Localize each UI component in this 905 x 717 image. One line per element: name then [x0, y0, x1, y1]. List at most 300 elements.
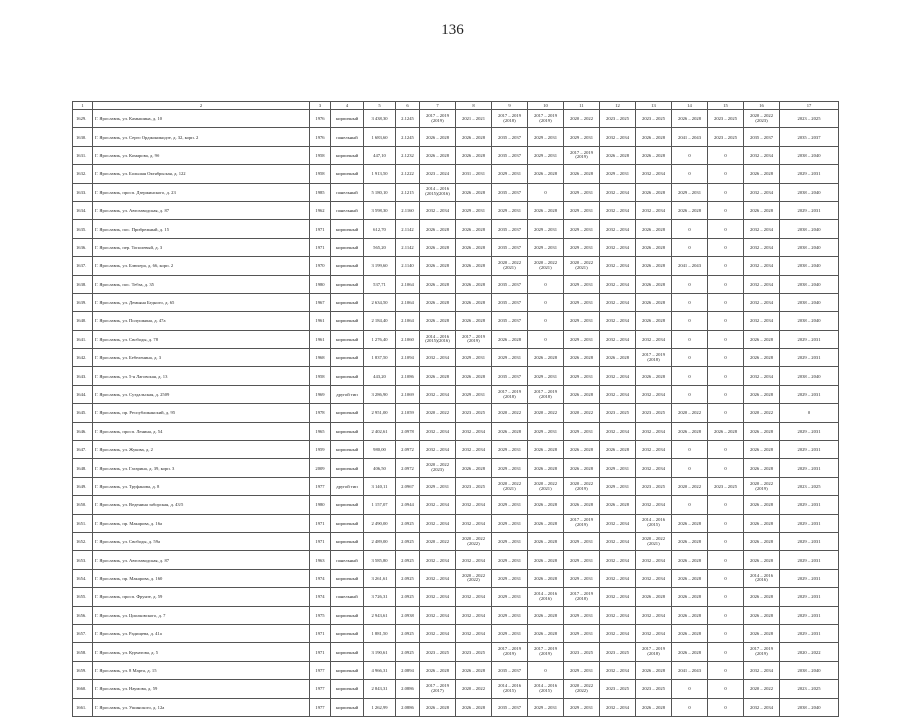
table-cell: 2026 – 2028	[600, 146, 636, 164]
table-cell: 0	[708, 606, 744, 624]
table-cell: 2032 – 2034	[600, 661, 636, 679]
table-cell: 2026 – 2028	[456, 698, 492, 716]
table-cell: 2.1059	[396, 404, 420, 422]
table-cell: 2.1086	[396, 367, 420, 385]
table-cell: 2035 – 2037	[492, 367, 528, 385]
table-cell: 2023 – 2025	[708, 128, 744, 146]
table-cell: 0	[708, 146, 744, 164]
address-cell: Г. Ярославль, ул. Суздальская, д. 2509	[93, 385, 310, 403]
table-cell: 2026 – 2028	[600, 349, 636, 367]
table-cell: 2029 – 2031	[780, 551, 839, 569]
table-cell: кирпичный	[331, 459, 364, 477]
table-cell: 2032 – 2034	[744, 220, 780, 238]
table-cell: 2032 – 2034	[636, 165, 672, 183]
address-cell: Г. Ярославль, ул. Гагарина, д. 39, корп. 3	[93, 459, 310, 477]
table-cell: 1969	[310, 385, 331, 403]
header-cell: 9	[492, 102, 528, 110]
table-cell: 2026 – 2028	[744, 441, 780, 459]
table-cell: 0	[708, 385, 744, 403]
table-cell: 1970	[310, 257, 331, 275]
table-cell: 2 951,00	[364, 404, 396, 422]
table-cell: 2026 – 2028	[420, 128, 456, 146]
table-cell: 2023 – 2024	[420, 165, 456, 183]
table-row	[73, 680, 839, 698]
table-cell: 2.0925	[396, 514, 420, 532]
table-cell: 2029 – 2031	[564, 275, 600, 293]
table-cell: 2020 – 2022 (2021)	[636, 532, 672, 550]
table-cell: кирпичный	[331, 367, 364, 385]
table-cell: 2020 – 2022 (2021)	[528, 477, 564, 495]
table-cell: 2035 – 2037	[492, 312, 528, 330]
table-cell: другой тип	[331, 385, 364, 403]
table-cell: 2026 – 2028	[744, 606, 780, 624]
table-cell: 2029 – 2031	[492, 606, 528, 624]
table-cell: 2026 – 2028	[636, 312, 672, 330]
table-cell: 2020 – 2022 (2023)	[744, 110, 780, 128]
table-cell: 2026 – 2028	[636, 183, 672, 201]
table-cell: 2032 – 2034	[600, 330, 636, 348]
table-cell: 2026 – 2028	[528, 441, 564, 459]
table-row	[73, 275, 839, 293]
table-cell: 2029 – 2031	[492, 201, 528, 219]
table-cell: 2014 – 2016 (2015)	[528, 680, 564, 698]
table-cell: 2020 – 2022 (2021)	[492, 477, 528, 495]
address-cell: Г. Ярославль, ул. Демьяна Бедного, д. 65	[93, 293, 310, 311]
table-cell: 2026 – 2028	[744, 496, 780, 514]
table-cell: 2023 – 2025	[636, 110, 672, 128]
table-cell: 2032 – 2034	[600, 551, 636, 569]
table-cell: 2029 – 2031	[492, 349, 528, 367]
table-cell: 2.0925	[396, 643, 420, 661]
table-cell: 2026 – 2028	[636, 146, 672, 164]
table-cell: 1958	[310, 367, 331, 385]
address-cell: Г. Ярославль, ул. Комарова, д. 9б	[93, 146, 310, 164]
table-cell: 2.0925	[396, 569, 420, 587]
row-number-cell: 1647.	[73, 441, 93, 459]
table-cell: 2041 – 2043	[672, 661, 708, 679]
table-cell: 2023 – 2025	[600, 110, 636, 128]
table-cell: 1974	[310, 569, 331, 587]
table-cell: кирпичный	[331, 330, 364, 348]
table-cell: 2026 – 2028	[456, 459, 492, 477]
table-cell: 1971	[310, 624, 331, 642]
table-cell: 2032 – 2034	[744, 146, 780, 164]
table-cell: кирпичный	[331, 514, 364, 532]
table-cell: 2026 – 2028	[744, 588, 780, 606]
table-cell: 0	[708, 257, 744, 275]
table-cell: 2029 – 2031	[564, 606, 600, 624]
table-cell: 0	[672, 385, 708, 403]
table-body	[73, 102, 839, 717]
table-cell: 0	[708, 201, 744, 219]
table-cell: 2032 – 2034	[456, 422, 492, 440]
table-cell: 2.1142	[396, 238, 420, 256]
header-cell: 5	[364, 102, 396, 110]
table-cell: 2032 – 2034	[456, 588, 492, 606]
address-cell: Г. Ярославль, пр. Макарова, д. 16а	[93, 514, 310, 532]
table-cell: 2032 – 2034	[456, 551, 492, 569]
table-cell: 2026 – 2028	[636, 238, 672, 256]
table-cell: 2026 – 2028	[420, 312, 456, 330]
table-cell: панельный	[331, 183, 364, 201]
page-number: 136	[441, 22, 464, 38]
table-cell: 5 180,10	[364, 183, 396, 201]
table-cell: 2.0972	[396, 459, 420, 477]
table-cell: 0	[528, 312, 564, 330]
table-cell: 2032 – 2034	[636, 385, 672, 403]
table-cell: 2023 – 2025	[420, 643, 456, 661]
table-cell: 2032 – 2034	[744, 293, 780, 311]
row-number-cell: 1631.	[73, 146, 93, 164]
table-cell: 2035 – 2037	[744, 128, 780, 146]
table-cell: 2.0925	[396, 588, 420, 606]
table-cell: 2032 – 2034	[600, 238, 636, 256]
table-cell: 2023 – 2025	[780, 110, 839, 128]
table-cell: кирпичный	[331, 698, 364, 716]
table-cell: 1961	[310, 330, 331, 348]
address-cell: Г. Ярославль, пер. Тополевый, д. 3	[93, 238, 310, 256]
table-cell: 2032 – 2034	[744, 367, 780, 385]
table-cell: 2038 – 2040	[780, 275, 839, 293]
table-cell: 2026 – 2028	[636, 257, 672, 275]
table-cell: 2029 – 2031	[564, 624, 600, 642]
table-cell: 2029 – 2031	[528, 220, 564, 238]
header-row	[73, 102, 839, 110]
table-row	[73, 349, 839, 367]
table-cell: 0	[708, 165, 744, 183]
table-cell: 2.0894	[396, 661, 420, 679]
table-cell: другой тип	[331, 477, 364, 495]
table-cell: 2023 – 2025	[780, 477, 839, 495]
table-row	[73, 128, 839, 146]
table-cell: 2026 – 2028	[456, 128, 492, 146]
table-cell: 2029 – 2031	[780, 422, 839, 440]
table-cell: 2032 – 2034	[420, 624, 456, 642]
table-cell: 2032 – 2034	[420, 496, 456, 514]
table-cell: 1975	[310, 606, 331, 624]
table-cell: 0	[708, 238, 744, 256]
table-cell: 2029 – 2031	[780, 165, 839, 183]
table-cell: 2032 – 2034	[600, 201, 636, 219]
table-cell: 2032 – 2034	[420, 569, 456, 587]
table-cell: 1958	[310, 165, 331, 183]
table-cell: 1977	[310, 680, 331, 698]
table-cell: 2020 – 2022	[744, 680, 780, 698]
table-cell: 2023 – 2025	[456, 477, 492, 495]
table-cell: 2020 – 2022	[420, 404, 456, 422]
table-cell: 2032 – 2034	[600, 293, 636, 311]
table-cell: 1985	[310, 183, 331, 201]
table-cell: 2029 – 2031	[564, 422, 600, 440]
row-number-cell: 1653.	[73, 551, 93, 569]
row-number-cell: 1651.	[73, 514, 93, 532]
table-cell: 2026 – 2028	[672, 624, 708, 642]
table-cell: 2 402,61	[364, 422, 396, 440]
row-number-cell: 1637.	[73, 257, 93, 275]
table-cell: 2029 – 2031	[564, 661, 600, 679]
table-cell: 2032 – 2034	[744, 661, 780, 679]
table-cell: 2032 – 2034	[744, 275, 780, 293]
table-cell: 2017 – 2019 (2019)	[492, 643, 528, 661]
table-cell: 2035 – 2037	[492, 183, 528, 201]
table-cell: 2.0967	[396, 477, 420, 495]
table-cell: 2 943,61	[364, 606, 396, 624]
table-cell: 2026 – 2028	[744, 201, 780, 219]
table-row	[73, 459, 839, 477]
table-cell: 443,20	[364, 367, 396, 385]
table-cell: 2029 – 2031	[780, 514, 839, 532]
table-cell: 0	[672, 165, 708, 183]
table-cell: 2029 – 2031	[600, 477, 636, 495]
table-cell: 2026 – 2028	[420, 275, 456, 293]
table-cell: кирпичный	[331, 165, 364, 183]
table-cell: 2026 – 2028	[708, 422, 744, 440]
table-cell: 2029 – 2031	[780, 385, 839, 403]
table-cell: 0	[528, 330, 564, 348]
table-cell: 2029 – 2031	[492, 569, 528, 587]
address-cell: Г. Ярославль, ул. Наумова, д. 59	[93, 680, 310, 698]
row-number-cell: 1640.	[73, 312, 93, 330]
address-cell: Г. Ярославль, ул. Циолковского, д. 7	[93, 606, 310, 624]
table-cell: 2035 – 2037	[492, 293, 528, 311]
table-cell: 2017 – 2019 (2019)	[744, 643, 780, 661]
table-cell: 1971	[310, 238, 331, 256]
table-cell: 2026 – 2028	[672, 532, 708, 550]
table-cell: 2032 – 2034	[636, 624, 672, 642]
table-cell: 2020 – 2022	[780, 643, 839, 661]
table-cell: 0	[708, 551, 744, 569]
table-cell: 2029 – 2031	[528, 238, 564, 256]
table-cell: 0	[708, 514, 744, 532]
table-cell: 2026 – 2028	[744, 349, 780, 367]
table-cell: 2023 – 2025	[636, 680, 672, 698]
table-cell: 2023 – 2025	[708, 477, 744, 495]
table-cell: 2032 – 2034	[744, 257, 780, 275]
table-cell: 2029 – 2031	[780, 624, 839, 642]
row-number-cell: 1654.	[73, 569, 93, 587]
table-cell: кирпичный	[331, 496, 364, 514]
table-cell: 0	[672, 441, 708, 459]
table-cell: 2017 – 2019 (2019)	[456, 330, 492, 348]
table-cell: 2032 – 2034	[636, 330, 672, 348]
table-cell: 2029 – 2031	[528, 698, 564, 716]
table-cell: 2.1064	[396, 275, 420, 293]
table-cell: 2026 – 2028	[420, 367, 456, 385]
table-cell: 2026 – 2028	[528, 349, 564, 367]
table-cell: 2032 – 2034	[600, 514, 636, 532]
table-cell: 2026 – 2028	[636, 293, 672, 311]
table-cell: 2026 – 2028	[564, 441, 600, 459]
table-row	[73, 496, 839, 514]
row-number-cell: 1639.	[73, 293, 93, 311]
table-cell: 2029 – 2031	[564, 330, 600, 348]
table-cell: 2026 – 2028	[420, 146, 456, 164]
header-cell: 6	[396, 102, 420, 110]
table-row	[73, 661, 839, 679]
table-cell: 1977	[310, 661, 331, 679]
table-cell: 1961	[310, 312, 331, 330]
row-number-cell: 1658.	[73, 643, 93, 661]
table-cell: 2026 – 2028	[636, 698, 672, 716]
table-cell: 2029 – 2031	[780, 588, 839, 606]
table-cell: 2038 – 2040	[780, 698, 839, 716]
table-cell: 2026 – 2028	[456, 293, 492, 311]
table-cell: 2.0978	[396, 422, 420, 440]
table-cell: 2038 – 2040	[780, 661, 839, 679]
table-cell: 2032 – 2034	[636, 422, 672, 440]
table-cell: 2032 – 2034	[420, 606, 456, 624]
table-cell: 1971	[310, 643, 331, 661]
table-cell: 2029 – 2031	[564, 532, 600, 550]
table-cell: 2029 – 2031	[564, 312, 600, 330]
table-cell: 1977	[310, 698, 331, 716]
table-cell: 2032 – 2034	[420, 422, 456, 440]
table-cell: 2026 – 2028	[528, 459, 564, 477]
table-cell: панельный	[331, 128, 364, 146]
table-cell: 1976	[310, 110, 331, 128]
table-cell: кирпичный	[331, 422, 364, 440]
table-cell: 2026 – 2028	[528, 514, 564, 532]
table-cell: 2023 – 2025	[600, 404, 636, 422]
table-cell: 2020 – 2022	[564, 110, 600, 128]
table-cell: 2032 – 2034	[636, 496, 672, 514]
table-cell: 2026 – 2028	[744, 514, 780, 532]
table-cell: 2026 – 2028	[456, 146, 492, 164]
header-cell: 11	[564, 102, 600, 110]
table-cell: 2.0938	[396, 606, 420, 624]
table-cell: 2032 – 2034	[636, 606, 672, 624]
table-cell: 1962	[310, 201, 331, 219]
table-cell: кирпичный	[331, 257, 364, 275]
table-cell: панельный	[331, 588, 364, 606]
table-cell: 2032 – 2034	[600, 312, 636, 330]
table-cell: 3 140,11	[364, 477, 396, 495]
table-cell: 2026 – 2028	[492, 330, 528, 348]
table-cell: 2026 – 2028	[528, 606, 564, 624]
table-cell: 2026 – 2028	[456, 661, 492, 679]
register-table	[72, 101, 839, 717]
row-number-cell: 1632.	[73, 165, 93, 183]
table-cell: 2029 – 2031	[780, 330, 839, 348]
table-cell: 2026 – 2028	[456, 238, 492, 256]
table-cell: 2026 – 2028	[528, 569, 564, 587]
table-cell: 0	[672, 275, 708, 293]
table-cell: 2032 – 2034	[744, 698, 780, 716]
address-cell: Г. Ярославль, ул. Автозаводская, д. 87	[93, 201, 310, 219]
table-cell: 2020 – 2022	[744, 404, 780, 422]
table-cell: 2035 – 2037	[492, 146, 528, 164]
table-cell: 2017 – 2019 (2019)	[564, 514, 600, 532]
table-cell: 2029 – 2031	[780, 201, 839, 219]
table-cell: 1 683,60	[364, 128, 396, 146]
table-row	[73, 385, 839, 403]
table-cell: 2032 – 2034	[456, 624, 492, 642]
table-row	[73, 367, 839, 385]
address-cell: Г. Ярославль, пр. Макарова, д. 160	[93, 569, 310, 587]
row-number-cell: 1652.	[73, 532, 93, 550]
table-cell: 2026 – 2028	[744, 459, 780, 477]
table-cell: 2032 – 2034	[456, 441, 492, 459]
table-cell: 2038 – 2040	[780, 312, 839, 330]
table-cell: 2026 – 2028	[636, 220, 672, 238]
table-cell: 2 184,40	[364, 312, 396, 330]
table-cell: 2032 – 2034	[636, 459, 672, 477]
table-cell: 2038 – 2040	[780, 367, 839, 385]
table-cell: 2026 – 2028	[672, 588, 708, 606]
table-cell: 2026 – 2028	[456, 275, 492, 293]
table-cell: 2032 – 2034	[600, 422, 636, 440]
table-cell: 2026 – 2028	[744, 385, 780, 403]
table-cell: 2026 – 2028	[528, 532, 564, 550]
table-cell: 2020 – 2022 (2019)	[564, 477, 600, 495]
table-cell: 2026 – 2028	[744, 532, 780, 550]
table-cell: 2038 – 2040	[780, 220, 839, 238]
row-number-cell: 1634.	[73, 201, 93, 219]
table-row	[73, 606, 839, 624]
table-cell: кирпичный	[331, 110, 364, 128]
table-cell: 2026 – 2028	[672, 606, 708, 624]
table-cell: 2032 – 2034	[420, 514, 456, 532]
table-cell: 2026 – 2028	[528, 165, 564, 183]
table-cell: 2026 – 2028	[564, 385, 600, 403]
table-cell: 2014 – 2016 (2015)	[636, 514, 672, 532]
table-row	[73, 551, 839, 569]
table-cell: 2032 – 2034	[636, 441, 672, 459]
table-cell: 2026 – 2028	[672, 110, 708, 128]
row-number-cell: 1657.	[73, 624, 93, 642]
table-cell: 2029 – 2031	[492, 165, 528, 183]
table-cell: 0	[708, 624, 744, 642]
table-cell: 2020 – 2022	[672, 477, 708, 495]
table-cell: 2029 – 2031	[492, 532, 528, 550]
table-cell: 2032 – 2034	[600, 367, 636, 385]
table-cell: 2032 – 2034	[600, 569, 636, 587]
table-cell: 2 843,31	[364, 680, 396, 698]
table-cell: 3 261,61	[364, 569, 396, 587]
table-cell: 2.1064	[396, 312, 420, 330]
table-cell: 0	[672, 293, 708, 311]
table-cell: 3 438,30	[364, 110, 396, 128]
table-cell: 2032 – 2034	[420, 551, 456, 569]
table-cell: 1 276,40	[364, 330, 396, 348]
table-cell: 2032 – 2034	[744, 238, 780, 256]
table-cell: 2029 – 2031	[492, 459, 528, 477]
row-number-cell: 1655.	[73, 588, 93, 606]
table-cell: кирпичный	[331, 532, 364, 550]
table-cell: 2029 – 2031	[672, 183, 708, 201]
table-cell: 0	[708, 532, 744, 550]
table-cell: 1980	[310, 496, 331, 514]
row-number-cell: 1643.	[73, 367, 93, 385]
table-cell: 1959	[310, 441, 331, 459]
table-cell: 0	[708, 496, 744, 514]
table-cell: 2017 – 2019 (2019)	[528, 110, 564, 128]
table-cell: 2.0886	[396, 698, 420, 716]
table-cell: 1971	[310, 220, 331, 238]
table-cell: 3 598,30	[364, 201, 396, 219]
table-cell: 0	[780, 404, 839, 422]
table-cell: 2038 – 2040	[780, 257, 839, 275]
table-cell: 2026 – 2028	[564, 349, 600, 367]
table-cell: кирпичный	[331, 275, 364, 293]
table-cell: 2026 – 2028	[636, 367, 672, 385]
header-cell: 14	[672, 102, 708, 110]
table-cell: 0	[708, 698, 744, 716]
table-row	[73, 257, 839, 275]
table-cell: 4 966,31	[364, 661, 396, 679]
table-cell: 2.0925	[396, 624, 420, 642]
table-cell: 2.1160	[396, 201, 420, 219]
